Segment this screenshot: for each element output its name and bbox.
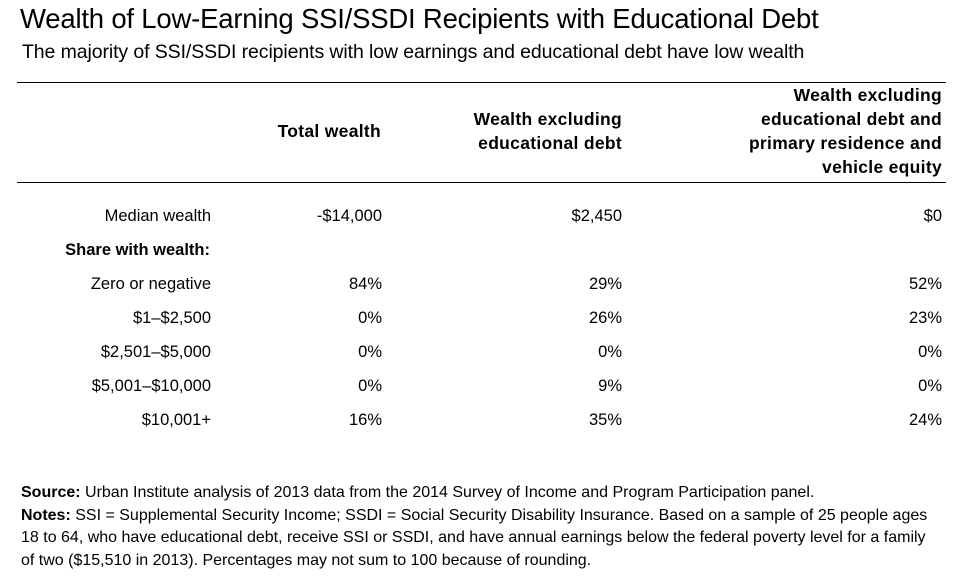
header-line: vehicle equity <box>822 157 942 177</box>
cell-excl-all: 23% <box>908 309 942 327</box>
table-row <box>0 377 967 401</box>
row-label: $1–$2,500 <box>133 309 211 327</box>
header-line: educational debt and <box>760 109 942 129</box>
header-total-wealth <box>278 119 381 143</box>
cell-excl-edu-debt: 26% <box>588 309 622 327</box>
notes-label: Notes: <box>21 506 71 524</box>
cell-excl-edu-debt: 0% <box>598 343 622 361</box>
footnotes <box>21 482 941 572</box>
source-note <box>21 482 941 505</box>
source-label: Source: <box>21 484 81 501</box>
cell-total-wealth: 84% <box>348 275 382 293</box>
notes-text: SSI = Supplemental Security Income; SSDI = Social Security Disability Insurance. Based on a sample of 25 people ages 18 to 64, who have educational debt, receive SSI or SSDI, and have annual earnings below the federal poverty level for a family of two ($15,510 in 2013). Percentages may not sum to 100 because of rounding. <box>21 506 928 569</box>
header-line: Wealth excluding <box>473 109 622 129</box>
cell-excl-all: $0 <box>923 207 942 225</box>
cell-excl-edu-debt: 35% <box>588 411 622 429</box>
header-line: educational debt <box>478 133 622 153</box>
row-label: Zero or negative <box>90 275 211 293</box>
table-row-median-wealth <box>0 207 967 231</box>
page-subtitle: The majority of SSI/SSDI recipients with low earnings and educational debt have low wealth <box>22 41 805 63</box>
cell-excl-edu-debt: 29% <box>588 275 622 293</box>
cell-excl-all: 52% <box>908 275 942 293</box>
table-row <box>0 411 967 435</box>
source-text: Urban Institute analysis of 2013 data from the 2014 Survey of Income and Program Participation panel. <box>80 484 815 501</box>
header-line: Wealth excluding <box>793 85 942 105</box>
table-row <box>0 309 967 333</box>
cell-excl-edu-debt: 9% <box>598 377 622 395</box>
cell-excl-all: 0% <box>918 343 942 361</box>
cell-excl-edu-debt: $2,450 <box>571 207 622 225</box>
cell-total-wealth: 0% <box>358 309 382 327</box>
cell-excl-all: 0% <box>918 377 942 395</box>
table-header-rule <box>17 182 946 183</box>
row-label: $2,501–$5,000 <box>100 343 211 361</box>
header-line: primary residence and <box>748 133 942 153</box>
table-row-share-heading <box>0 241 967 265</box>
row-label: Share with wealth: <box>65 241 210 259</box>
cell-total-wealth: 16% <box>348 411 382 429</box>
table-row <box>0 343 967 367</box>
cell-excl-all: 24% <box>908 411 942 429</box>
notes-note <box>21 505 941 573</box>
header-wealth-excl-edu-debt-residence-vehicle <box>749 83 942 179</box>
row-label: Median wealth <box>104 207 211 225</box>
cell-total-wealth: 0% <box>358 343 382 361</box>
page-title: Wealth of Low-Earning SSI/SSDI Recipients with Educational Debt <box>20 3 819 34</box>
row-label: $10,001+ <box>141 411 211 429</box>
cell-total-wealth: -$14,000 <box>316 207 382 225</box>
table-row <box>0 275 967 299</box>
cell-total-wealth: 0% <box>358 377 382 395</box>
header-line: Total wealth <box>277 121 381 141</box>
header-wealth-excl-edu-debt <box>474 107 622 155</box>
row-label: $5,001–$10,000 <box>91 377 211 395</box>
